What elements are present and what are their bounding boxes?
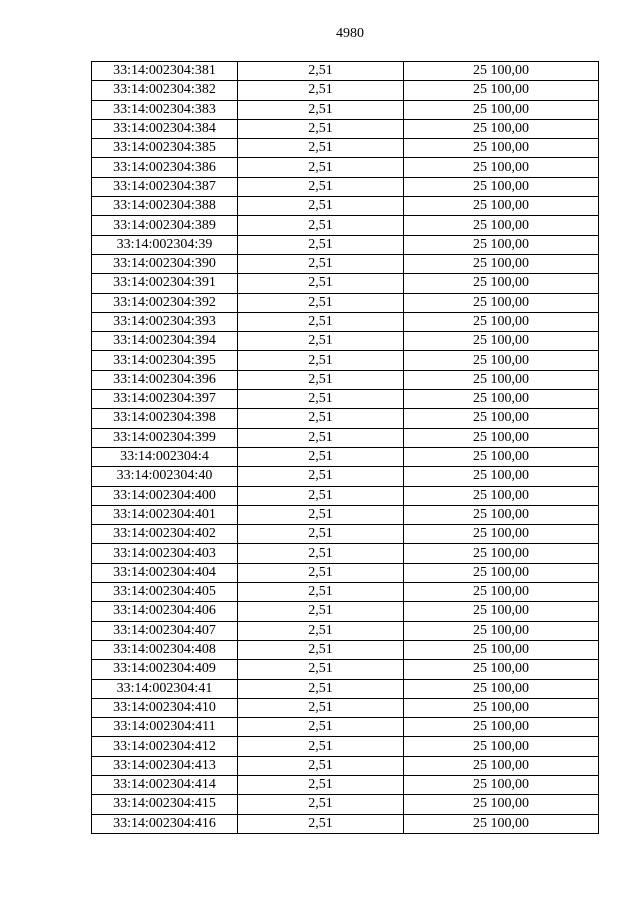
cadastral-number-cell: 33:14:002304:388 bbox=[92, 197, 238, 216]
cost-cell: 25 100,00 bbox=[404, 640, 599, 659]
area-cell: 2,51 bbox=[238, 177, 404, 196]
cadastral-number-cell: 33:14:002304:391 bbox=[92, 274, 238, 293]
cost-cell: 25 100,00 bbox=[404, 563, 599, 582]
table-row bbox=[92, 505, 599, 524]
area-cell: 2,51 bbox=[238, 158, 404, 177]
area-cell: 2,51 bbox=[238, 640, 404, 659]
cost-cell: 25 100,00 bbox=[404, 139, 599, 158]
table-row bbox=[92, 62, 599, 81]
area-cell: 2,51 bbox=[238, 119, 404, 138]
table-row bbox=[92, 640, 599, 659]
table-row bbox=[92, 718, 599, 737]
cadastral-number-cell: 33:14:002304:393 bbox=[92, 312, 238, 331]
cost-cell: 25 100,00 bbox=[404, 254, 599, 273]
cadastral-number-cell: 33:14:002304:402 bbox=[92, 525, 238, 544]
cadastral-number-cell: 33:14:002304:413 bbox=[92, 756, 238, 775]
cost-cell: 25 100,00 bbox=[404, 332, 599, 351]
table-row bbox=[92, 100, 599, 119]
area-cell: 2,51 bbox=[238, 351, 404, 370]
area-cell: 2,51 bbox=[238, 602, 404, 621]
table-row bbox=[92, 390, 599, 409]
table-row bbox=[92, 293, 599, 312]
table-row bbox=[92, 119, 599, 138]
cadastral-number-cell: 33:14:002304:400 bbox=[92, 486, 238, 505]
table-row bbox=[92, 428, 599, 447]
cadastral-number-cell: 33:14:002304:392 bbox=[92, 293, 238, 312]
cost-cell: 25 100,00 bbox=[404, 602, 599, 621]
table-row bbox=[92, 81, 599, 100]
cadastral-number-cell: 33:14:002304:381 bbox=[92, 62, 238, 81]
area-cell: 2,51 bbox=[238, 505, 404, 524]
area-cell: 2,51 bbox=[238, 428, 404, 447]
area-cell: 2,51 bbox=[238, 100, 404, 119]
cadastral-number-cell: 33:14:002304:384 bbox=[92, 119, 238, 138]
table-row bbox=[92, 370, 599, 389]
cost-cell: 25 100,00 bbox=[404, 698, 599, 717]
cost-cell: 25 100,00 bbox=[404, 293, 599, 312]
table-row bbox=[92, 486, 599, 505]
area-cell: 2,51 bbox=[238, 235, 404, 254]
cost-cell: 25 100,00 bbox=[404, 467, 599, 486]
table-row bbox=[92, 409, 599, 428]
area-cell: 2,51 bbox=[238, 274, 404, 293]
cost-cell: 25 100,00 bbox=[404, 447, 599, 466]
area-cell: 2,51 bbox=[238, 525, 404, 544]
cadastral-number-cell: 33:14:002304:390 bbox=[92, 254, 238, 273]
table-row bbox=[92, 563, 599, 582]
cost-cell: 25 100,00 bbox=[404, 737, 599, 756]
cost-cell: 25 100,00 bbox=[404, 351, 599, 370]
cost-cell: 25 100,00 bbox=[404, 525, 599, 544]
cost-cell: 25 100,00 bbox=[404, 795, 599, 814]
table-row bbox=[92, 254, 599, 273]
table-row bbox=[92, 332, 599, 351]
cost-cell: 25 100,00 bbox=[404, 370, 599, 389]
cadastral-number-cell: 33:14:002304:396 bbox=[92, 370, 238, 389]
cadastral-number-cell: 33:14:002304:401 bbox=[92, 505, 238, 524]
cost-cell: 25 100,00 bbox=[404, 756, 599, 775]
cadastral-number-cell: 33:14:002304:416 bbox=[92, 814, 238, 833]
cadastral-number-cell: 33:14:002304:41 bbox=[92, 679, 238, 698]
cost-cell: 25 100,00 bbox=[404, 409, 599, 428]
cost-cell: 25 100,00 bbox=[404, 390, 599, 409]
area-cell: 2,51 bbox=[238, 756, 404, 775]
table-row bbox=[92, 235, 599, 254]
cost-cell: 25 100,00 bbox=[404, 81, 599, 100]
area-cell: 2,51 bbox=[238, 332, 404, 351]
cadastral-number-cell: 33:14:002304:39 bbox=[92, 235, 238, 254]
cadastral-number-cell: 33:14:002304:407 bbox=[92, 621, 238, 640]
area-cell: 2,51 bbox=[238, 467, 404, 486]
cost-cell: 25 100,00 bbox=[404, 486, 599, 505]
area-cell: 2,51 bbox=[238, 737, 404, 756]
table-row bbox=[92, 583, 599, 602]
area-cell: 2,51 bbox=[238, 775, 404, 794]
cadastral-number-cell: 33:14:002304:385 bbox=[92, 139, 238, 158]
table-row bbox=[92, 158, 599, 177]
cadastral-number-cell: 33:14:002304:414 bbox=[92, 775, 238, 794]
area-cell: 2,51 bbox=[238, 293, 404, 312]
area-cell: 2,51 bbox=[238, 660, 404, 679]
page-number: 4980 bbox=[336, 26, 364, 41]
area-cell: 2,51 bbox=[238, 544, 404, 563]
cost-cell: 25 100,00 bbox=[404, 660, 599, 679]
cadastral-number-cell: 33:14:002304:411 bbox=[92, 718, 238, 737]
area-cell: 2,51 bbox=[238, 795, 404, 814]
cadastral-number-cell: 33:14:002304:4 bbox=[92, 447, 238, 466]
cadastral-number-cell: 33:14:002304:382 bbox=[92, 81, 238, 100]
cadastral-number-cell: 33:14:002304:383 bbox=[92, 100, 238, 119]
cadastral-number-cell: 33:14:002304:412 bbox=[92, 737, 238, 756]
area-cell: 2,51 bbox=[238, 698, 404, 717]
table-row bbox=[92, 756, 599, 775]
table-row bbox=[92, 544, 599, 563]
cost-cell: 25 100,00 bbox=[404, 158, 599, 177]
cost-cell: 25 100,00 bbox=[404, 119, 599, 138]
cost-cell: 25 100,00 bbox=[404, 544, 599, 563]
table-row bbox=[92, 216, 599, 235]
area-cell: 2,51 bbox=[238, 447, 404, 466]
area-cell: 2,51 bbox=[238, 390, 404, 409]
table-row bbox=[92, 814, 599, 833]
cadastral-number-cell: 33:14:002304:398 bbox=[92, 409, 238, 428]
cadastral-number-cell: 33:14:002304:410 bbox=[92, 698, 238, 717]
cadastral-number-cell: 33:14:002304:399 bbox=[92, 428, 238, 447]
table-row bbox=[92, 197, 599, 216]
cost-cell: 25 100,00 bbox=[404, 621, 599, 640]
cadastral-number-cell: 33:14:002304:386 bbox=[92, 158, 238, 177]
area-cell: 2,51 bbox=[238, 583, 404, 602]
cost-cell: 25 100,00 bbox=[404, 718, 599, 737]
area-cell: 2,51 bbox=[238, 563, 404, 582]
table-row bbox=[92, 737, 599, 756]
cadastral-number-cell: 33:14:002304:387 bbox=[92, 177, 238, 196]
cost-cell: 25 100,00 bbox=[404, 679, 599, 698]
area-cell: 2,51 bbox=[238, 486, 404, 505]
table-body bbox=[92, 62, 599, 834]
table-row bbox=[92, 698, 599, 717]
table-row bbox=[92, 312, 599, 331]
table-row bbox=[92, 274, 599, 293]
cost-cell: 25 100,00 bbox=[404, 177, 599, 196]
table-row bbox=[92, 660, 599, 679]
area-cell: 2,51 bbox=[238, 679, 404, 698]
cadastral-number-cell: 33:14:002304:404 bbox=[92, 563, 238, 582]
cadastral-number-cell: 33:14:002304:403 bbox=[92, 544, 238, 563]
cost-cell: 25 100,00 bbox=[404, 274, 599, 293]
table-row bbox=[92, 775, 599, 794]
area-cell: 2,51 bbox=[238, 81, 404, 100]
cadastral-number-cell: 33:14:002304:406 bbox=[92, 602, 238, 621]
cost-cell: 25 100,00 bbox=[404, 428, 599, 447]
area-cell: 2,51 bbox=[238, 254, 404, 273]
table-row bbox=[92, 679, 599, 698]
cost-cell: 25 100,00 bbox=[404, 216, 599, 235]
table-row bbox=[92, 525, 599, 544]
cadastral-number-cell: 33:14:002304:395 bbox=[92, 351, 238, 370]
area-cell: 2,51 bbox=[238, 409, 404, 428]
table-row bbox=[92, 177, 599, 196]
area-cell: 2,51 bbox=[238, 718, 404, 737]
area-cell: 2,51 bbox=[238, 197, 404, 216]
cost-cell: 25 100,00 bbox=[404, 505, 599, 524]
area-cell: 2,51 bbox=[238, 814, 404, 833]
area-cell: 2,51 bbox=[238, 370, 404, 389]
cadastral-number-cell: 33:14:002304:409 bbox=[92, 660, 238, 679]
cadastral-number-cell: 33:14:002304:394 bbox=[92, 332, 238, 351]
cost-cell: 25 100,00 bbox=[404, 100, 599, 119]
table-row bbox=[92, 602, 599, 621]
area-cell: 2,51 bbox=[238, 139, 404, 158]
cost-cell: 25 100,00 bbox=[404, 197, 599, 216]
cost-cell: 25 100,00 bbox=[404, 62, 599, 81]
area-cell: 2,51 bbox=[238, 621, 404, 640]
table-row bbox=[92, 621, 599, 640]
table-row bbox=[92, 795, 599, 814]
table-row bbox=[92, 447, 599, 466]
cost-cell: 25 100,00 bbox=[404, 312, 599, 331]
table-row bbox=[92, 139, 599, 158]
cadastral-table bbox=[91, 61, 599, 834]
area-cell: 2,51 bbox=[238, 62, 404, 81]
cadastral-number-cell: 33:14:002304:415 bbox=[92, 795, 238, 814]
cost-cell: 25 100,00 bbox=[404, 235, 599, 254]
cadastral-number-cell: 33:14:002304:408 bbox=[92, 640, 238, 659]
cost-cell: 25 100,00 bbox=[404, 583, 599, 602]
table-row bbox=[92, 351, 599, 370]
area-cell: 2,51 bbox=[238, 216, 404, 235]
cost-cell: 25 100,00 bbox=[404, 814, 599, 833]
cadastral-number-cell: 33:14:002304:40 bbox=[92, 467, 238, 486]
area-cell: 2,51 bbox=[238, 312, 404, 331]
cadastral-number-cell: 33:14:002304:389 bbox=[92, 216, 238, 235]
cadastral-number-cell: 33:14:002304:405 bbox=[92, 583, 238, 602]
table-row bbox=[92, 467, 599, 486]
cost-cell: 25 100,00 bbox=[404, 775, 599, 794]
cadastral-number-cell: 33:14:002304:397 bbox=[92, 390, 238, 409]
